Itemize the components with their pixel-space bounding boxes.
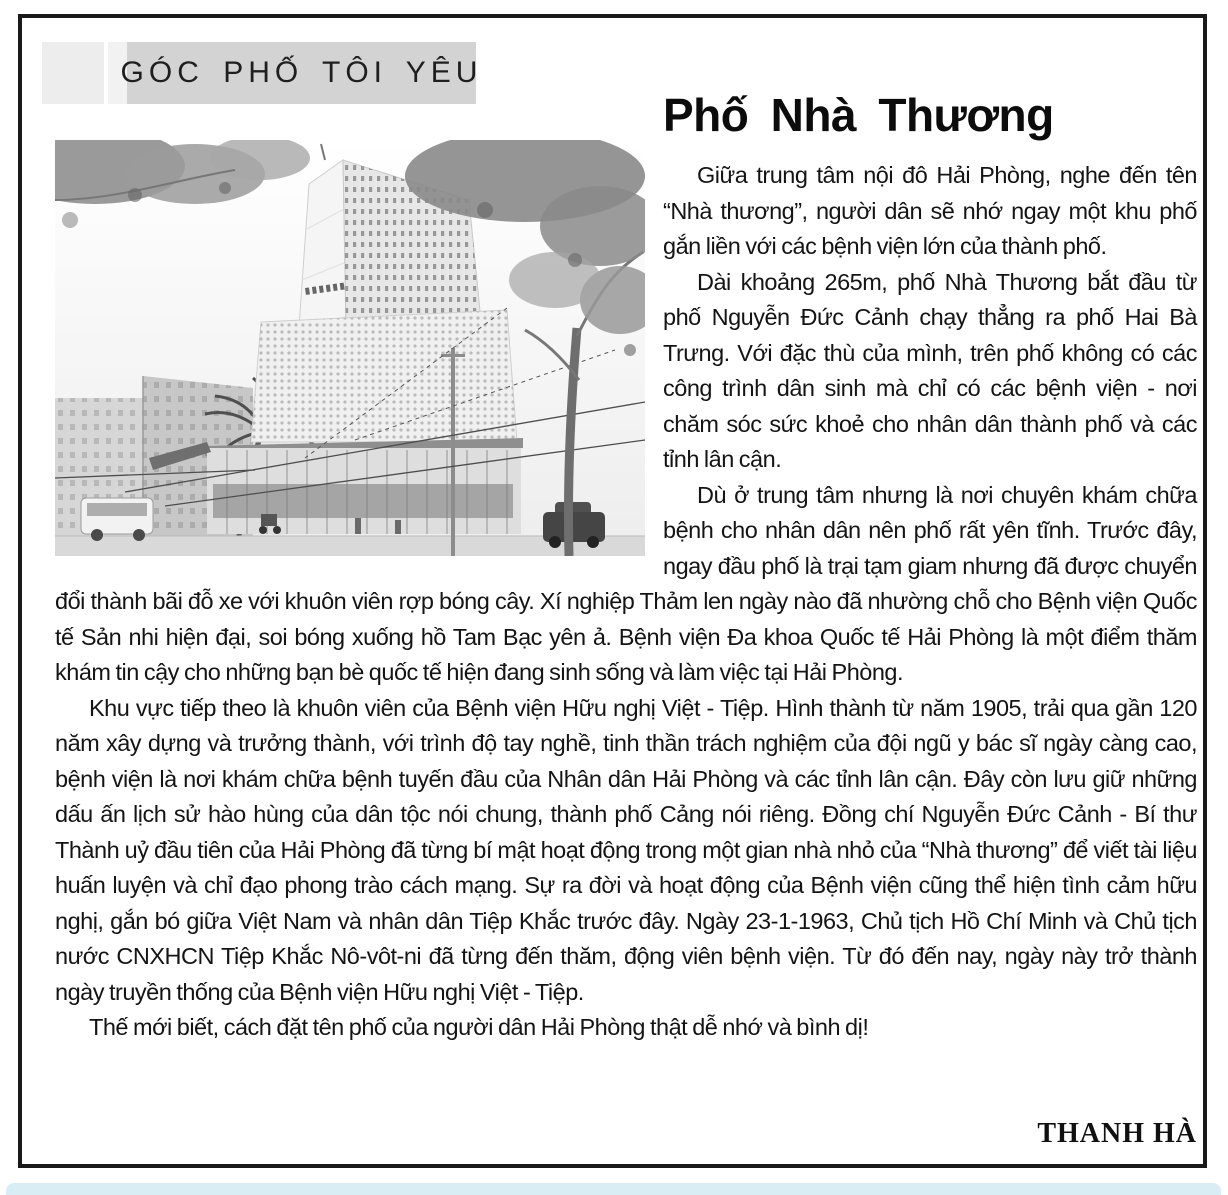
author-byline: THANH HÀ — [1037, 1118, 1197, 1149]
article-paragraph: Dài khoảng 265m, phố Nhà Thương bắt đầu từ phố Nguyễn Đức Cảnh chạy thẳng ra phố Hai Bà Trưng. Với đặc thù của mình, trên phố không có các công trình dân sinh mà chỉ có các bệnh viện - nơi chăm sóc sức khoẻ cho nhân dân thành phố và các tỉnh lân cận. — [663, 268, 1197, 472]
article-paragraph: Giữa trung tâm nội đô Hải Phòng, nghe đến tên “Nhà thương”, người dân sẽ nhớ ngay một khu phố gắn liền với các bệnh viện lớn của thành phố. — [663, 162, 1197, 259]
hospital-photo-illustration — [55, 140, 645, 556]
article-paragraph: Khu vực tiếp theo là khuôn viên của Bệnh viện Hữu nghị Việt - Tiệp. Hình thành từ năm 1905, trải qua gần 120 năm xây dựng và trưởng thành, với trình độ tay nghề, tinh thần trách nghiệm của đội ngũ y bác sĩ ngày càng cao, bệnh viện là nơi khám chữa bệnh tuyến đầu của Nhân dân Hải Phòng và các tỉnh lân cận. Đây còn lưu giữ những dấu ấn lịch sử hào hùng của dân tộc nói chung, thành phố Cảng nói riêng. Đồng chí Nguyễn Đức Cảnh - Bí thư Thành uỷ đầu tiên của Hải Phòng đã từng bí mật hoạt động trong một gian nhà nhỏ của “Nhà thương” để viết tài liệu huấn luyện và chỉ đạo phong trào cách mạng. Sự ra đời và hoạt động của Bệnh viện cũng thể hiện tình cảm hữu nghị, gắn bó giữa Việt Nam và nhân dân Tiệp Khắc trước đây. Ngày 23-1-1963, Chủ tịch Hồ Chí Minh và Chủ tịch nước CNXHCN Tiệp Khắc Nô-vôt-ni đã từng đến thăm, động viên bệnh viện. Từ đó đến nay, ngày này trở thành ngày truyền thống của Bệnh viện Hữu nghị Việt - Tiệp. — [55, 694, 1197, 1005]
hospital-photo — [55, 140, 645, 556]
article-paragraph: Thế mới biết, cách đặt tên phố của người dân Hải Phòng thật dễ nhớ và bình dị! — [89, 1014, 869, 1040]
article-paragraph: Dù ở trung tâm nhưng là nơi chuyên khám chữa bệnh cho nhân dân nên phố rất yên tĩnh. Trước đây, ngay đầu phố là trại tạm giam nhưng đã được chuyển đổi thành bãi đỗ xe với khuôn viên rợp bóng cây. Xí nghiệp Thảm len ngày nào đã nhường chỗ cho Bệnh viện Quốc tế Sản nhi hiện đại, soi bóng xuống hồ Tam Bạc yên ả. Bệnh viện Đa khoa Quốc tế Hải Phòng là một điểm thăm khám tin cậy cho những bạn bè quốc tế hiện đang sinh sống và làm việc tại Hải Phòng. — [55, 481, 1197, 685]
section-label: GÓC PHỐ TÔI YÊU — [120, 56, 483, 89]
article-body — [55, 88, 1197, 1046]
article-title: Phố Nhà Thương — [663, 89, 1054, 141]
bottom-accent-bar — [6, 1183, 1221, 1195]
